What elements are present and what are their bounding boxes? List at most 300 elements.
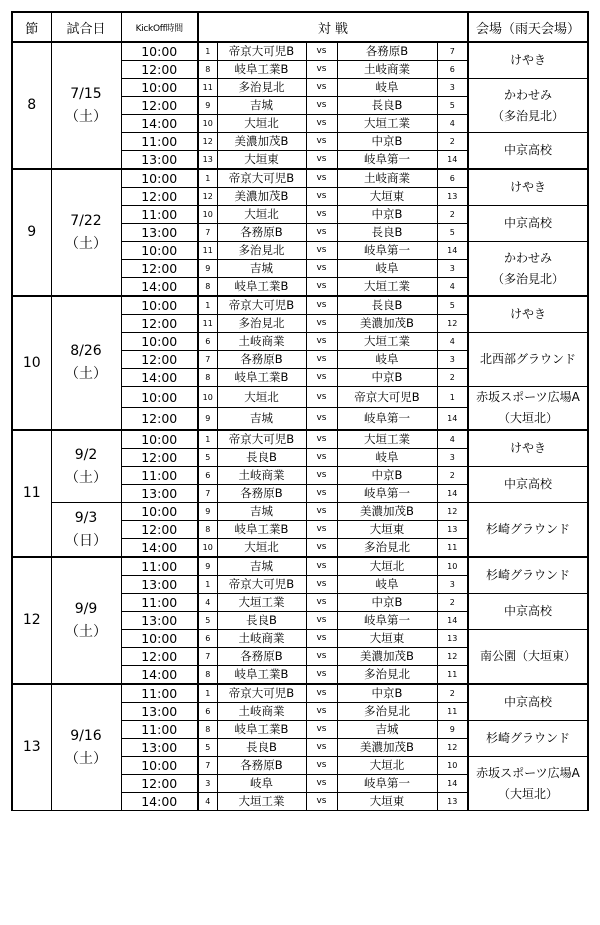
schedule-page xyxy=(11,11,589,811)
vs-label: vs xyxy=(306,576,337,594)
venue-cell xyxy=(468,594,588,630)
venue-cell xyxy=(468,296,588,333)
home-team: 帝京大可児B xyxy=(217,684,306,703)
away-team-number: 11 xyxy=(437,539,468,558)
home-team-number: 8 xyxy=(198,666,217,685)
match-row xyxy=(12,503,588,521)
away-team: 岐阜 xyxy=(337,351,437,369)
match-date-cell xyxy=(51,430,121,503)
away-team-number: 2 xyxy=(437,133,468,151)
away-team: 土岐商業 xyxy=(337,61,437,79)
away-team: 大垣東 xyxy=(337,793,437,811)
away-team-number: 9 xyxy=(437,721,468,739)
away-team: 大垣東 xyxy=(337,188,437,206)
home-team-number: 5 xyxy=(198,739,217,757)
vs-label: vs xyxy=(306,169,337,188)
home-team-number: 9 xyxy=(198,408,217,430)
kickoff-time: 14:00 xyxy=(121,666,198,685)
match-date: 9/2 xyxy=(74,446,98,463)
venue-cell xyxy=(468,206,588,242)
venue-cell xyxy=(468,684,588,721)
away-team-number: 13 xyxy=(437,521,468,539)
home-team: 岐阜工業B xyxy=(217,278,306,297)
match-date: 8/26 xyxy=(70,343,102,359)
away-team-number: 5 xyxy=(437,224,468,242)
home-team-number: 10 xyxy=(198,115,217,133)
round-number: 11 xyxy=(12,430,51,557)
home-team-number: 7 xyxy=(198,648,217,666)
away-team: 大垣工業 xyxy=(337,430,437,449)
kickoff-time: 11:00 xyxy=(121,133,198,151)
home-team: 土岐商業 xyxy=(217,333,306,351)
kickoff-time: 14:00 xyxy=(121,369,198,387)
away-team: 長良B xyxy=(337,296,437,315)
away-team: 岐阜 xyxy=(337,576,437,594)
home-team-number: 11 xyxy=(198,242,217,260)
away-team-number: 5 xyxy=(437,97,468,115)
vs-label: vs xyxy=(306,557,337,576)
away-team-number: 3 xyxy=(437,449,468,467)
away-team: 岐阜第一 xyxy=(337,485,437,503)
venue-name: 赤坂スポーツ広場A xyxy=(476,765,580,780)
away-team: 岐阜第一 xyxy=(337,408,437,430)
home-team-number: 11 xyxy=(198,79,217,97)
venue-cell xyxy=(468,757,588,811)
home-team-number: 6 xyxy=(198,333,217,351)
vs-label: vs xyxy=(306,521,337,539)
away-team: 土岐商業 xyxy=(337,169,437,188)
home-team: 大垣北 xyxy=(217,539,306,558)
match-date-cell xyxy=(51,169,121,296)
kickoff-time: 11:00 xyxy=(121,684,198,703)
away-team: 中京B xyxy=(337,133,437,151)
venue-cell xyxy=(468,387,588,431)
away-team-number: 14 xyxy=(437,775,468,793)
vs-label: vs xyxy=(306,387,337,408)
kickoff-time: 14:00 xyxy=(121,793,198,811)
venue-name: （大垣北） xyxy=(497,411,558,425)
home-team: 大垣工業 xyxy=(217,793,306,811)
home-team: 吉城 xyxy=(217,557,306,576)
venue-cell xyxy=(468,133,588,170)
kickoff-time: 13:00 xyxy=(121,703,198,721)
vs-label: vs xyxy=(306,206,337,224)
venue-cell xyxy=(468,467,588,503)
away-team: 中京B xyxy=(337,467,437,485)
home-team-number: 8 xyxy=(198,61,217,79)
kickoff-time: 13:00 xyxy=(121,612,198,630)
home-team: 大垣北 xyxy=(217,387,306,408)
venue-name: 杉崎グラウンド xyxy=(485,522,570,536)
away-team: 大垣東 xyxy=(337,630,437,648)
venue-cell xyxy=(468,430,588,467)
away-team: 中京B xyxy=(337,206,437,224)
venue-name: けやき xyxy=(509,441,546,455)
round-number: 13 xyxy=(12,684,51,811)
kickoff-time: 10:00 xyxy=(121,333,198,351)
home-team-number: 13 xyxy=(198,151,217,170)
venue-name: 中京高校 xyxy=(503,604,552,618)
away-team: 大垣東 xyxy=(337,521,437,539)
kickoff-time: 12:00 xyxy=(121,408,198,430)
home-team-number: 4 xyxy=(198,793,217,811)
away-team: 岐阜第一 xyxy=(337,151,437,170)
kickoff-time: 12:00 xyxy=(121,648,198,666)
vs-label: vs xyxy=(306,42,337,61)
away-team: 大垣北 xyxy=(337,557,437,576)
home-team-number: 8 xyxy=(198,369,217,387)
home-team-number: 12 xyxy=(198,188,217,206)
away-team: 多治見北 xyxy=(337,666,437,685)
kickoff-time: 14:00 xyxy=(121,115,198,133)
away-team-number: 12 xyxy=(437,648,468,666)
venue-cell xyxy=(468,503,588,558)
match-date-cell xyxy=(51,42,121,169)
round-number: 8 xyxy=(12,42,51,169)
match-weekday: （土） xyxy=(65,235,107,252)
kickoff-time: 11:00 xyxy=(121,594,198,612)
kickoff-time: 12:00 xyxy=(121,188,198,206)
away-team-number: 10 xyxy=(437,757,468,775)
home-team-number: 9 xyxy=(198,503,217,521)
away-team: 美濃加茂B xyxy=(337,648,437,666)
away-team: 中京B xyxy=(337,369,437,387)
vs-label: vs xyxy=(306,278,337,297)
away-team-number: 13 xyxy=(437,793,468,811)
vs-label: vs xyxy=(306,79,337,97)
match-date: 9/9 xyxy=(74,600,98,617)
match-row xyxy=(12,42,588,61)
vs-label: vs xyxy=(306,351,337,369)
home-team: 美濃加茂B xyxy=(217,133,306,151)
venue-name: 南公園（大垣東） xyxy=(479,649,576,663)
away-team-number: 3 xyxy=(437,260,468,278)
home-team-number: 8 xyxy=(198,278,217,297)
home-team: 多治見北 xyxy=(217,315,306,333)
away-team-number: 4 xyxy=(437,430,468,449)
vs-label: vs xyxy=(306,242,337,260)
away-team: 岐阜第一 xyxy=(337,775,437,793)
home-team: 多治見北 xyxy=(217,242,306,260)
home-team-number: 10 xyxy=(198,206,217,224)
away-team: 吉城 xyxy=(337,721,437,739)
vs-label: vs xyxy=(306,721,337,739)
home-team: 帝京大可児B xyxy=(217,169,306,188)
venue-cell xyxy=(468,42,588,79)
vs-label: vs xyxy=(306,630,337,648)
home-team-number: 1 xyxy=(198,684,217,703)
away-team: 長良B xyxy=(337,97,437,115)
vs-label: vs xyxy=(306,684,337,703)
match-row xyxy=(12,296,588,315)
match-weekday: （土） xyxy=(65,623,107,640)
home-team-number: 9 xyxy=(198,557,217,576)
kickoff-time: 10:00 xyxy=(121,430,198,449)
home-team-number: 6 xyxy=(198,467,217,485)
kickoff-time: 13:00 xyxy=(121,739,198,757)
away-team-number: 13 xyxy=(437,188,468,206)
venue-name: （多治見北） xyxy=(491,108,564,123)
vs-label: vs xyxy=(306,408,337,430)
venue-cell xyxy=(468,79,588,133)
home-team-number: 1 xyxy=(198,430,217,449)
match-row xyxy=(12,684,588,703)
kickoff-time: 12:00 xyxy=(121,521,198,539)
match-weekday: （土） xyxy=(65,750,107,767)
kickoff-time: 12:00 xyxy=(121,97,198,115)
venue-name: 中京高校 xyxy=(503,216,552,230)
match-date-cell xyxy=(51,296,121,430)
away-team-number: 5 xyxy=(437,296,468,315)
venue-name: かわせみ xyxy=(503,87,552,102)
home-team-number: 1 xyxy=(198,296,217,315)
away-team: 美濃加茂B xyxy=(337,503,437,521)
home-team: 岐阜工業B xyxy=(217,521,306,539)
kickoff-time: 10:00 xyxy=(121,169,198,188)
match-row xyxy=(12,430,588,449)
vs-label: vs xyxy=(306,188,337,206)
match-date: 7/15 xyxy=(70,85,102,102)
kickoff-time: 14:00 xyxy=(121,539,198,558)
vs-label: vs xyxy=(306,369,337,387)
round-number: 10 xyxy=(12,296,51,430)
away-team-number: 4 xyxy=(437,278,468,297)
away-team-number: 3 xyxy=(437,79,468,97)
round-number: 9 xyxy=(12,169,51,296)
match-date-cell xyxy=(51,684,121,811)
away-team-number: 6 xyxy=(437,61,468,79)
away-team-number: 2 xyxy=(437,594,468,612)
away-team: 岐阜第一 xyxy=(337,242,437,260)
vs-label: vs xyxy=(306,775,337,793)
vs-label: vs xyxy=(306,539,337,558)
away-team-number: 4 xyxy=(437,333,468,351)
vs-label: vs xyxy=(306,260,337,278)
away-team: 大垣工業 xyxy=(337,115,437,133)
match-date: 9/16 xyxy=(70,727,102,744)
home-team-number: 8 xyxy=(198,721,217,739)
round-number: 12 xyxy=(12,557,51,684)
vs-label: vs xyxy=(306,739,337,757)
kickoff-time: 10:00 xyxy=(121,630,198,648)
home-team: 吉城 xyxy=(217,408,306,430)
home-team: 各務原B xyxy=(217,485,306,503)
vs-label: vs xyxy=(306,793,337,811)
away-team: 中京B xyxy=(337,684,437,703)
vs-label: vs xyxy=(306,757,337,775)
home-team: 大垣工業 xyxy=(217,594,306,612)
away-team: 大垣工業 xyxy=(337,333,437,351)
away-team: 岐阜第一 xyxy=(337,612,437,630)
home-team: 土岐商業 xyxy=(217,630,306,648)
home-team-number: 9 xyxy=(198,97,217,115)
match-weekday: （日） xyxy=(65,532,107,549)
venue-name: 杉崎グラウンド xyxy=(485,731,570,745)
vs-label: vs xyxy=(306,333,337,351)
away-team: 長良B xyxy=(337,224,437,242)
venue-name: けやき xyxy=(509,180,546,194)
home-team-number: 4 xyxy=(198,594,217,612)
home-team-number: 1 xyxy=(198,169,217,188)
match-weekday: （土） xyxy=(65,469,107,486)
home-team: 美濃加茂B xyxy=(217,188,306,206)
home-team: 各務原B xyxy=(217,757,306,775)
home-team-number: 7 xyxy=(198,485,217,503)
schedule-body xyxy=(12,42,588,811)
kickoff-time: 13:00 xyxy=(121,485,198,503)
match-weekday: （土） xyxy=(65,366,107,382)
header-kickoff: KickOff時間 xyxy=(121,12,198,42)
away-team-number: 12 xyxy=(437,739,468,757)
kickoff-time: 13:00 xyxy=(121,151,198,170)
venue-name: 中京高校 xyxy=(503,143,552,157)
away-team: 美濃加茂B xyxy=(337,315,437,333)
away-team-number: 6 xyxy=(437,169,468,188)
kickoff-time: 12:00 xyxy=(121,775,198,793)
kickoff-time: 11:00 xyxy=(121,557,198,576)
vs-label: vs xyxy=(306,467,337,485)
header-setsu: 節 xyxy=(12,12,51,42)
kickoff-time: 12:00 xyxy=(121,61,198,79)
away-team: 多治見北 xyxy=(337,703,437,721)
home-team: 各務原B xyxy=(217,224,306,242)
kickoff-time: 10:00 xyxy=(121,242,198,260)
home-team: 帝京大可児B xyxy=(217,296,306,315)
away-team: 各務原B xyxy=(337,42,437,61)
away-team-number: 14 xyxy=(437,151,468,170)
home-team: 長良B xyxy=(217,739,306,757)
home-team-number: 6 xyxy=(198,703,217,721)
away-team: 多治見北 xyxy=(337,539,437,558)
vs-label: vs xyxy=(306,594,337,612)
match-row xyxy=(12,169,588,188)
vs-label: vs xyxy=(306,97,337,115)
match-date-cell xyxy=(51,557,121,684)
kickoff-time: 10:00 xyxy=(121,757,198,775)
vs-label: vs xyxy=(306,151,337,170)
away-team-number: 11 xyxy=(437,666,468,685)
venue-name: 杉崎グラウンド xyxy=(485,568,570,582)
venue-cell xyxy=(468,630,588,685)
vs-label: vs xyxy=(306,485,337,503)
away-team-number: 12 xyxy=(437,503,468,521)
home-team: 帝京大可児B xyxy=(217,430,306,449)
away-team: 大垣工業 xyxy=(337,278,437,297)
home-team-number: 10 xyxy=(198,387,217,408)
home-team-number: 12 xyxy=(198,133,217,151)
venue-name: かわせみ xyxy=(503,250,552,265)
away-team: 美濃加茂B xyxy=(337,739,437,757)
away-team-number: 2 xyxy=(437,206,468,224)
venue-name: 中京高校 xyxy=(503,477,552,491)
kickoff-time: 10:00 xyxy=(121,503,198,521)
away-team: 岐阜 xyxy=(337,449,437,467)
match-weekday: （土） xyxy=(65,108,107,125)
venue-cell xyxy=(468,557,588,594)
match-date: 9/3 xyxy=(74,509,98,526)
away-team-number: 14 xyxy=(437,242,468,260)
match-date: 7/22 xyxy=(70,212,102,229)
vs-label: vs xyxy=(306,666,337,685)
kickoff-time: 10:00 xyxy=(121,296,198,315)
vs-label: vs xyxy=(306,315,337,333)
kickoff-time: 11:00 xyxy=(121,206,198,224)
away-team-number: 2 xyxy=(437,684,468,703)
away-team-number: 2 xyxy=(437,467,468,485)
home-team: 土岐商業 xyxy=(217,703,306,721)
match-row xyxy=(12,557,588,576)
venue-cell xyxy=(468,721,588,757)
away-team: 岐阜 xyxy=(337,260,437,278)
away-team-number: 3 xyxy=(437,576,468,594)
home-team: 帝京大可児B xyxy=(217,576,306,594)
away-team: 帝京大可児B xyxy=(337,387,437,408)
home-team: 大垣北 xyxy=(217,115,306,133)
home-team: 多治見北 xyxy=(217,79,306,97)
venue-name: （多治見北） xyxy=(491,271,564,286)
vs-label: vs xyxy=(306,449,337,467)
home-team-number: 7 xyxy=(198,224,217,242)
away-team-number: 14 xyxy=(437,612,468,630)
kickoff-time: 12:00 xyxy=(121,449,198,467)
home-team-number: 10 xyxy=(198,539,217,558)
away-team-number: 3 xyxy=(437,351,468,369)
home-team-number: 1 xyxy=(198,42,217,61)
home-team: 岐阜工業B xyxy=(217,721,306,739)
home-team: 帝京大可児B xyxy=(217,42,306,61)
away-team-number: 14 xyxy=(437,408,468,430)
home-team-number: 1 xyxy=(198,576,217,594)
vs-label: vs xyxy=(306,296,337,315)
vs-label: vs xyxy=(306,703,337,721)
kickoff-time: 12:00 xyxy=(121,260,198,278)
venue-name: 北西部グラウンド xyxy=(479,352,576,366)
home-team: 大垣東 xyxy=(217,151,306,170)
header-row xyxy=(12,12,588,42)
home-team: 長良B xyxy=(217,449,306,467)
home-team: 岐阜工業B xyxy=(217,666,306,685)
venue-name: けやき xyxy=(509,307,546,321)
vs-label: vs xyxy=(306,61,337,79)
header-match: 対 戦 xyxy=(198,12,468,42)
kickoff-time: 13:00 xyxy=(121,224,198,242)
home-team: 吉城 xyxy=(217,503,306,521)
kickoff-time: 11:00 xyxy=(121,721,198,739)
home-team: 岐阜工業B xyxy=(217,369,306,387)
away-team-number: 11 xyxy=(437,703,468,721)
venue-cell xyxy=(468,333,588,387)
vs-label: vs xyxy=(306,503,337,521)
away-team-number: 10 xyxy=(437,557,468,576)
home-team-number: 8 xyxy=(198,521,217,539)
venue-name: 赤坂スポーツ広場A xyxy=(476,390,580,404)
vs-label: vs xyxy=(306,612,337,630)
home-team: 大垣北 xyxy=(217,206,306,224)
home-team-number: 9 xyxy=(198,260,217,278)
kickoff-time: 14:00 xyxy=(121,278,198,297)
home-team-number: 11 xyxy=(198,315,217,333)
away-team-number: 13 xyxy=(437,630,468,648)
away-team-number: 2 xyxy=(437,369,468,387)
kickoff-time: 12:00 xyxy=(121,315,198,333)
home-team-number: 5 xyxy=(198,612,217,630)
away-team-number: 7 xyxy=(437,42,468,61)
home-team: 各務原B xyxy=(217,648,306,666)
venue-cell xyxy=(468,169,588,206)
vs-label: vs xyxy=(306,648,337,666)
venue-cell xyxy=(468,242,588,297)
venue-name: 中京高校 xyxy=(503,695,552,709)
